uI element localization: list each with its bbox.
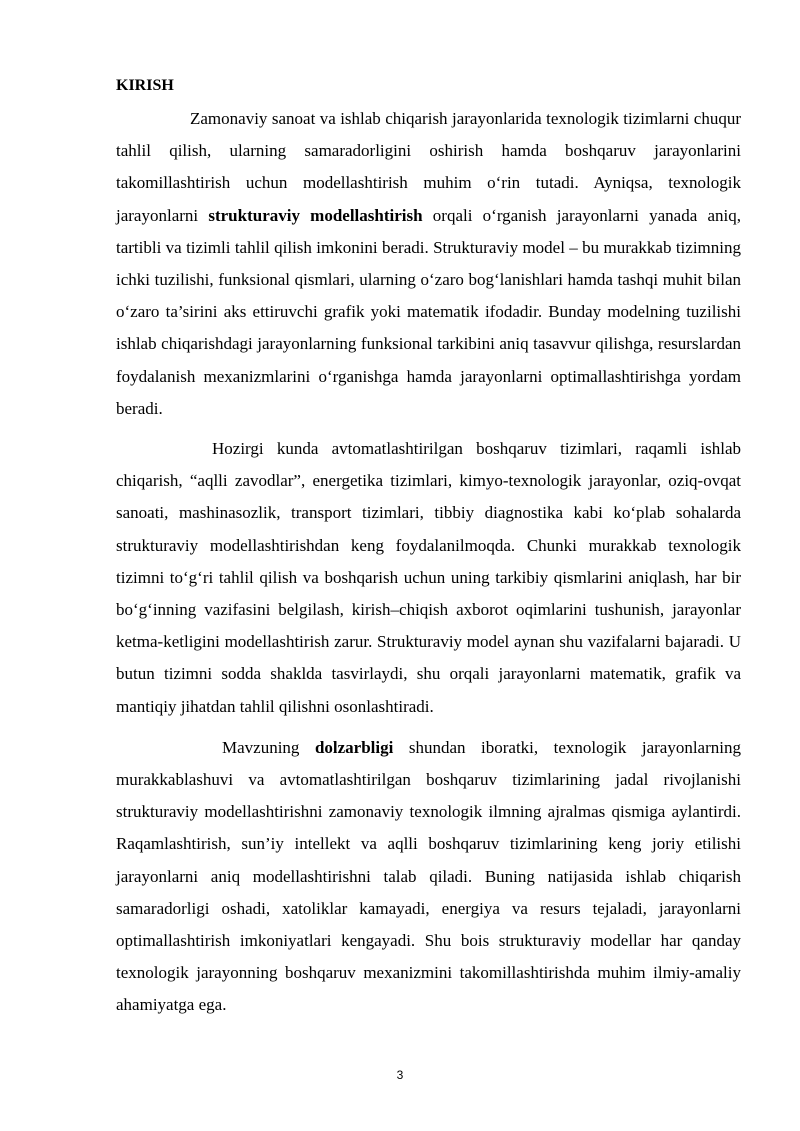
bold-term: dolzarbligi (314, 737, 394, 757)
section-heading: KIRISH (116, 77, 174, 94)
bold-term: strukturaviy modellashtirish (208, 205, 423, 225)
document-page (116, 74, 741, 1022)
paragraph-intro (116, 103, 741, 425)
page-number: 3 (396, 1068, 404, 1082)
paragraph-relevance (116, 732, 741, 1022)
paragraph-text: Zamonaviy sanoat va ishlab chiqarish jarayonlarida texnologik tizimlarni chuqur tahlil qilish, ularning samaradorligini oshirish hamda boshqaruv jarayonlarini takomillashtirish uchun modellashtirish muhim o‘rin tutadi. Ayniqsa, texnologik jarayonlarni (116, 109, 741, 225)
paragraph-text: Mavzuning (222, 737, 315, 757)
paragraph-text: orqali o‘rganish jarayonlarni yanada aniq, tartibli va tizimli tahlil qilish imkonini beradi. Strukturaviy model – bu murakkab tizimning ichki tuzilishi, funksional qismlari, ularning o‘zaro bog‘lanishlari hamda tashqi muhit bilan o‘zaro ta’sirini aks ettiruvchi grafik yoki matematik ifodadir. Bunday modelning tuzilishi ishlab chiqarishdagi jarayonlarning funksional tarkibini aniq tasavvur qilishga, resurslardan foydalanish mexanizmlarini o‘rganishga hamda jarayonlarni optimallashtirishga yordam beradi. (116, 205, 741, 418)
paragraph-applications: Hozirgi kunda avtomatlashtirilgan boshqaruv tizimlari, raqamli ishlab chiqarish, “aqlli zavodlar”, energetika tizimlari, kimyo-texnologik jarayonlar, oziq-ovqat sanoati, mashinasozlik, transport tizimlari, tibbiy diagnostika kabi ko‘plab sohalarda strukturaviy modellashtirishdan keng foydalanilmoqda. Chunki murakkab texnologik tizimni to‘g‘ri tahlil qilish va boshqarish uchun uning tarkibiy qismlarini aniqlash, har bir bo‘g‘inning vazifasini belgilash, kirish–chiqish axborot oqimlarini tushunish, jarayonlar ketma-ketligini modellashtirish zarur. Strukturaviy model aynan shu vazifalarni bajaradi. U butun tizimni sodda shaklda tasvirlaydi, shu orqali jarayonlarni matematik, grafik va mantiqiy jihatdan tahlil qilishni osonlashtiradi. (116, 439, 741, 716)
paragraph-text: shundan iboratki, texnologik jarayonlarning murakkablashuvi va avtomatlashtirilgan boshqaruv tizimlarining jadal rivojlanishi strukturaviy modellashtirishni zamonaviy texnologik ilmning ajralmas qismiga aylantirdi. Raqamlashtirish, sun’iy intellekt va aqlli boshqaruv tizimlarining keng joriy etilishi jarayonlarni aniq modellashtirishni talab qiladi. Buning natijasida ishlab chiqarish samaradorligi oshadi, xatoliklar kamayadi, energiya va resurs tejaladi, jarayonlarni optimallashtirish imkoniyatlari kengayadi. Shu bois strukturaviy modellar har qanday texnologik jarayonning boshqaruv mexanizmini takomillashtirishda muhim ilmiy-amaliy ahamiyatga ega. (116, 737, 741, 1015)
